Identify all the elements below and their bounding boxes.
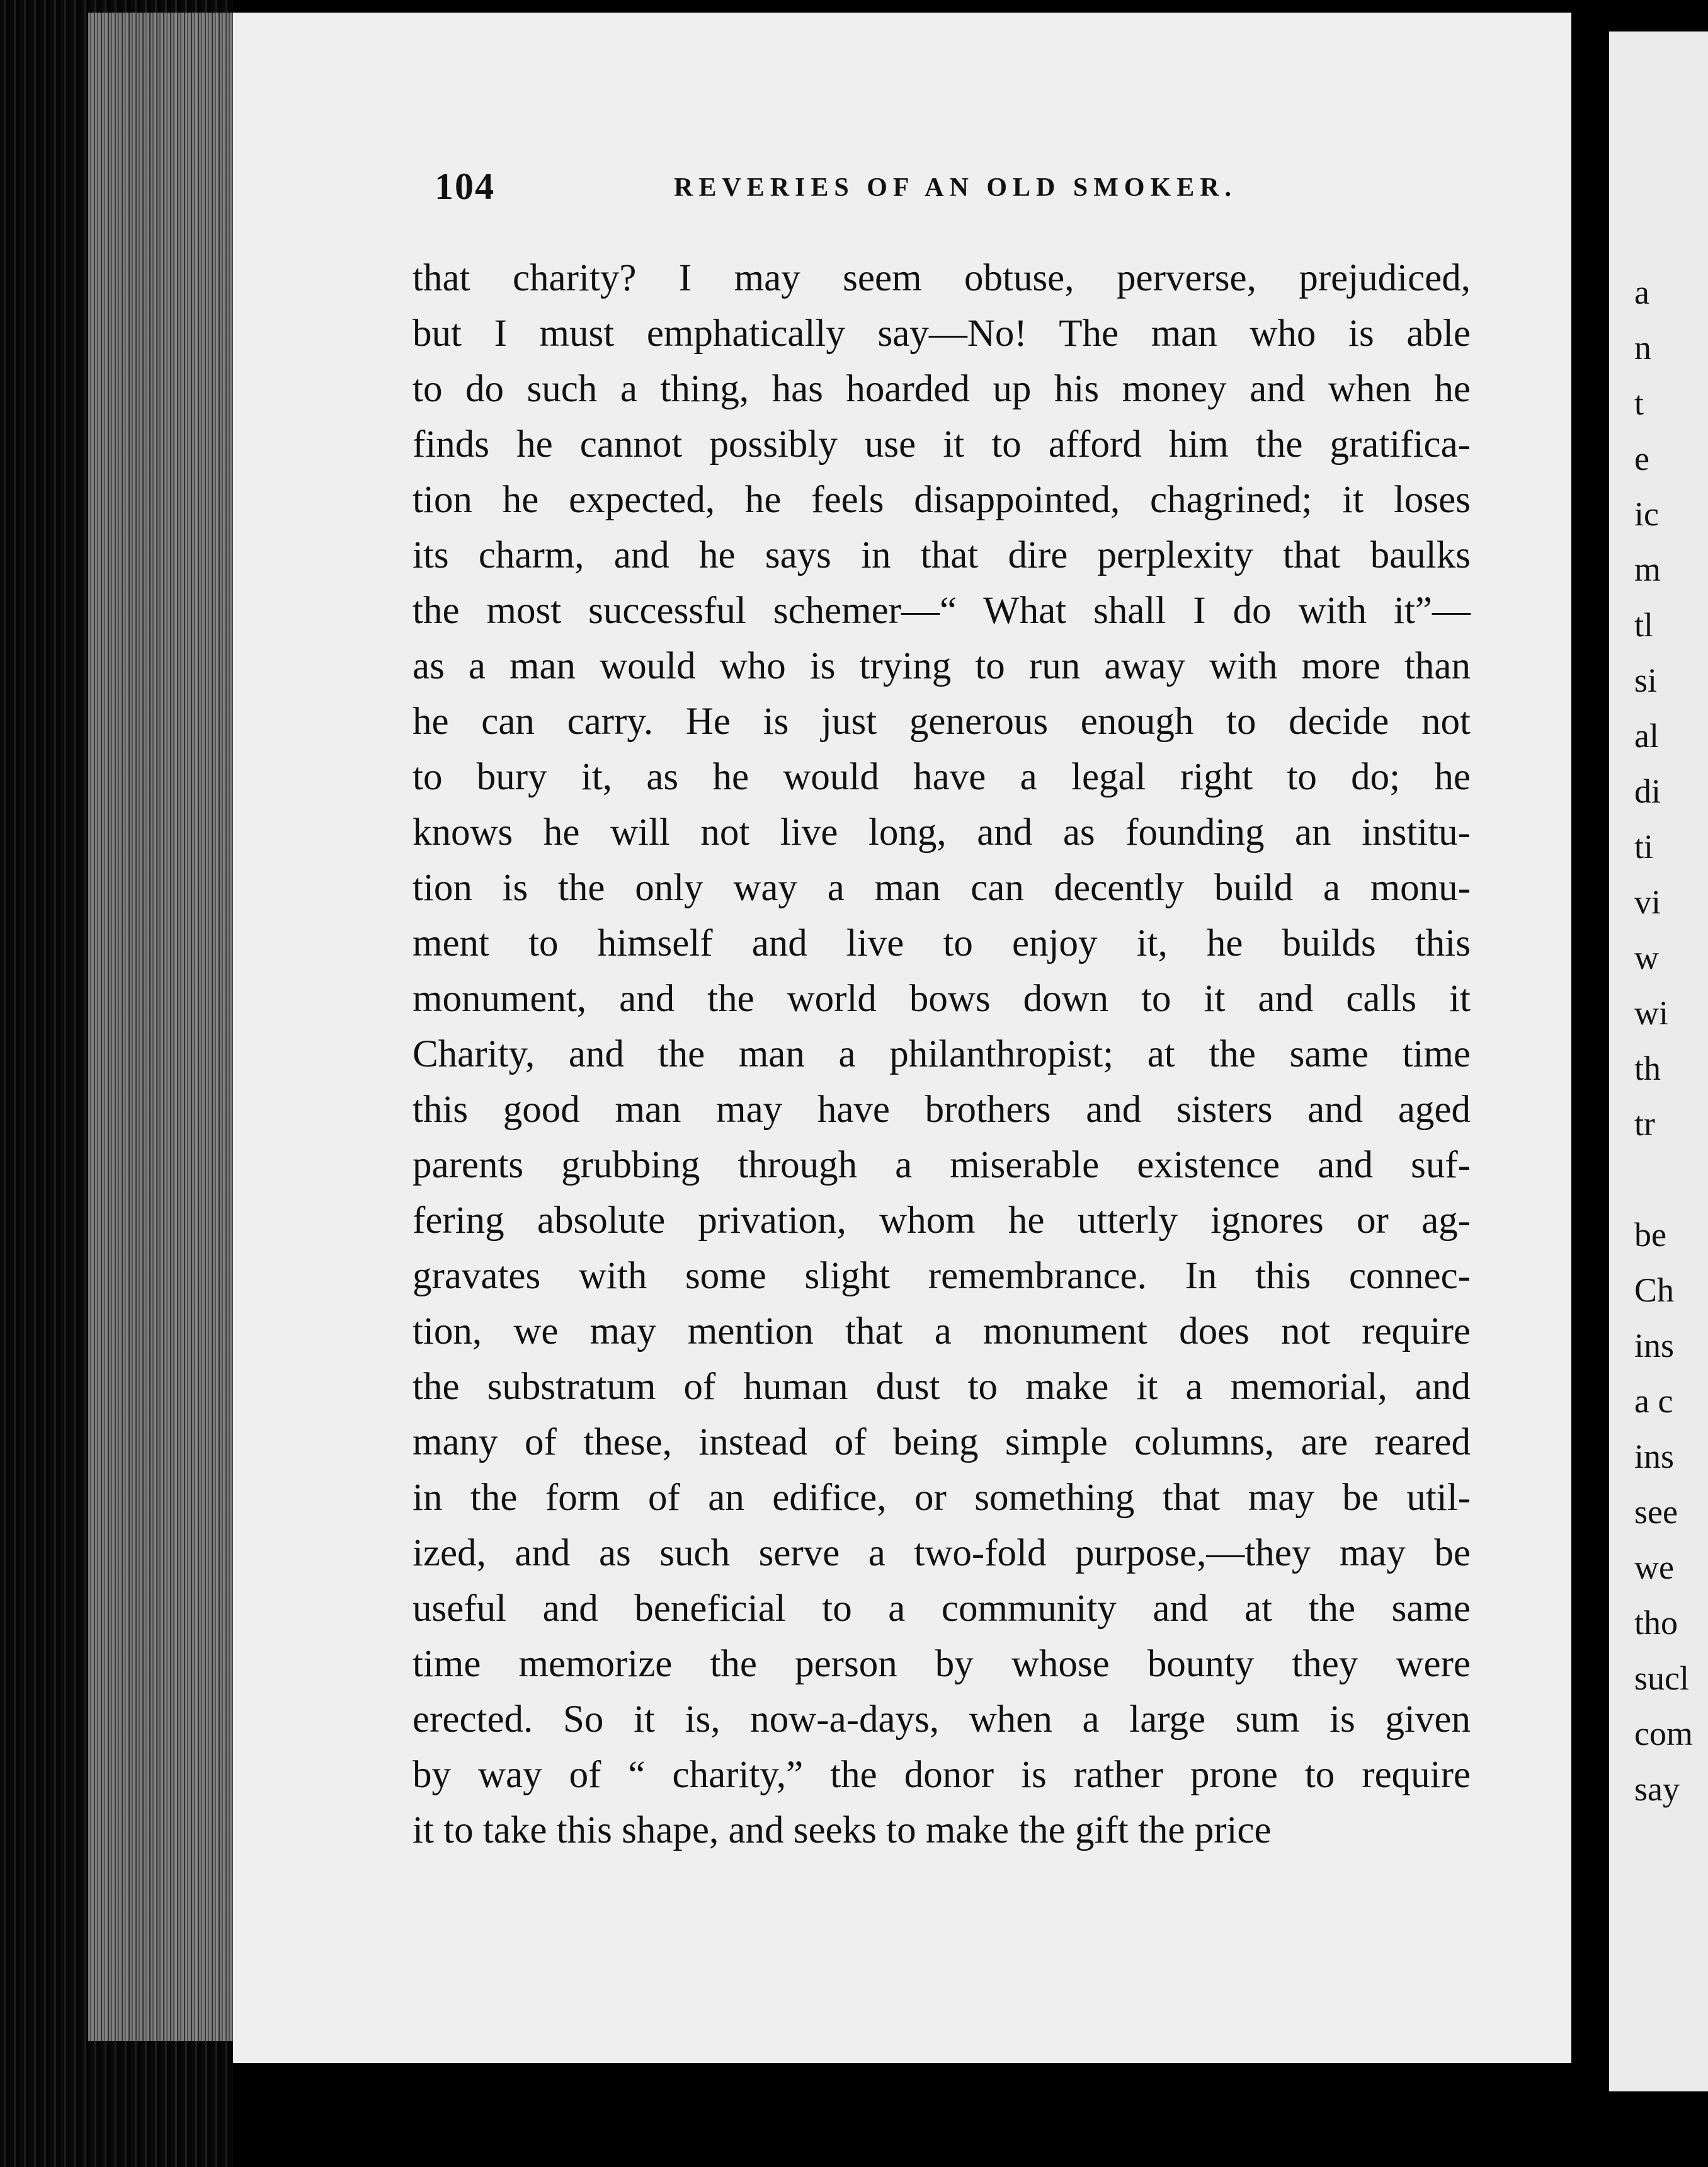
text-line: useful and beneficial to a community and at the same <box>413 1587 1471 1630</box>
text-line: finds he cannot possibly use it to afford him the gratifica- <box>413 423 1471 466</box>
text-line: fering absolute privation, whom he utterly ignores or ag- <box>413 1199 1471 1242</box>
right-page-fragment: vi <box>1634 883 1661 921</box>
page-stack-edges <box>88 13 233 2041</box>
book-gutter <box>1571 0 1609 2167</box>
text-line: parents grubbing through a miserable existence and suf- <box>413 1144 1471 1186</box>
right-page-fragment: ins <box>1634 1438 1675 1475</box>
text-line: but I must emphatically say—No! The man who is able <box>413 312 1471 355</box>
text-line: by way of “ charity,” the donor is rather prone to require <box>413 1754 1471 1796</box>
text-line: many of these, instead of being simple columns, are reared <box>413 1421 1471 1463</box>
text-line: this good man may have brothers and sisters and aged <box>413 1089 1471 1131</box>
text-line: tion, we may mention that a monument does not require <box>413 1310 1471 1352</box>
text-line: monument, and the world bows down to it and calls it <box>413 978 1471 1020</box>
text-line: tion he expected, he feels disappointed, chagrined; it loses <box>413 479 1471 521</box>
body-text <box>413 251 1471 1858</box>
right-page-fragment: Ch <box>1634 1271 1675 1309</box>
right-page-fragment: tr <box>1634 1105 1655 1143</box>
right-page-fragment: be <box>1634 1216 1666 1254</box>
right-page-fragment: wi <box>1634 994 1668 1032</box>
right-page-fragment: com <box>1634 1715 1693 1752</box>
right-page-fragment: we <box>1634 1548 1674 1586</box>
text-line: it to take this shape, and seeks to make the gift the price <box>413 1809 1272 1851</box>
page-number: 104 <box>435 166 495 207</box>
text-line: erected. So it is, now-a-days, when a large sum is given <box>413 1698 1471 1741</box>
right-page-fragment: n <box>1634 329 1651 367</box>
right-page-fragment: si <box>1634 661 1658 699</box>
text-line: in the form of an edifice, or something that may be util- <box>413 1477 1471 1519</box>
text-line: the substratum of human dust to make it a memorial, and <box>413 1366 1471 1408</box>
right-page-fragment: a <box>1634 273 1649 311</box>
text-line: as a man would who is trying to run away with more than <box>413 645 1471 687</box>
right-page-fragment: tl <box>1634 606 1654 644</box>
text-line: gravates with some slight remembrance. In this connec- <box>413 1255 1471 1297</box>
text-line: time memorize the person by whose bounty they were <box>413 1643 1471 1685</box>
text-line: he can carry. He is just generous enough to decide not <box>413 700 1471 743</box>
right-page-fragment: m <box>1634 551 1661 588</box>
text-line: the most successful schemer—“ What shall I do with it”— <box>413 590 1471 632</box>
text-line: tion is the only way a man can decently build a monu- <box>413 867 1471 909</box>
right-page-fragment: sucl <box>1634 1659 1689 1697</box>
right-page-fragment: di <box>1634 772 1661 810</box>
text-line: that charity? I may seem obtuse, perverse, prejudiced, <box>413 257 1471 299</box>
right-page-fragment <box>1634 1152 1708 1207</box>
right-page-fragment: e <box>1634 440 1649 477</box>
text-line: to bury it, as he would have a legal right to do; he <box>413 756 1471 798</box>
right-page-fragment: ti <box>1634 828 1654 866</box>
text-line: ment to himself and live to enjoy it, he builds this <box>413 922 1471 964</box>
right-page-fragment: al <box>1634 717 1659 755</box>
text-line: its charm, and he says in that dire perplexity that baulks <box>413 534 1471 576</box>
right-page-fragment: ic <box>1634 495 1659 533</box>
page-header <box>435 165 1247 209</box>
right-page-fragment: w <box>1634 939 1659 976</box>
right-page-fragment: th <box>1634 1049 1661 1087</box>
right-page-fragment: tho <box>1634 1604 1678 1642</box>
right-page-fragment: say <box>1634 1770 1680 1808</box>
running-title: REVERIES OF AN OLD SMOKER. <box>674 173 1238 202</box>
text-line: ized, and as such serve a two-fold purpose,—they may be <box>413 1532 1471 1574</box>
right-page-fragment: a c <box>1634 1382 1673 1420</box>
text-line: Charity, and the man a philanthropist; at the same time <box>413 1033 1471 1075</box>
text-line: to do such a thing, has hoarded up his money and when he <box>413 368 1471 410</box>
text-line: knows he will not live long, and as founding an institu- <box>413 811 1471 854</box>
right-page-fragment: t <box>1634 384 1644 422</box>
right-page-text-fragments <box>1634 265 1708 1817</box>
right-page-fragment: see <box>1634 1493 1678 1531</box>
right-page-fragment: ins <box>1634 1327 1675 1364</box>
